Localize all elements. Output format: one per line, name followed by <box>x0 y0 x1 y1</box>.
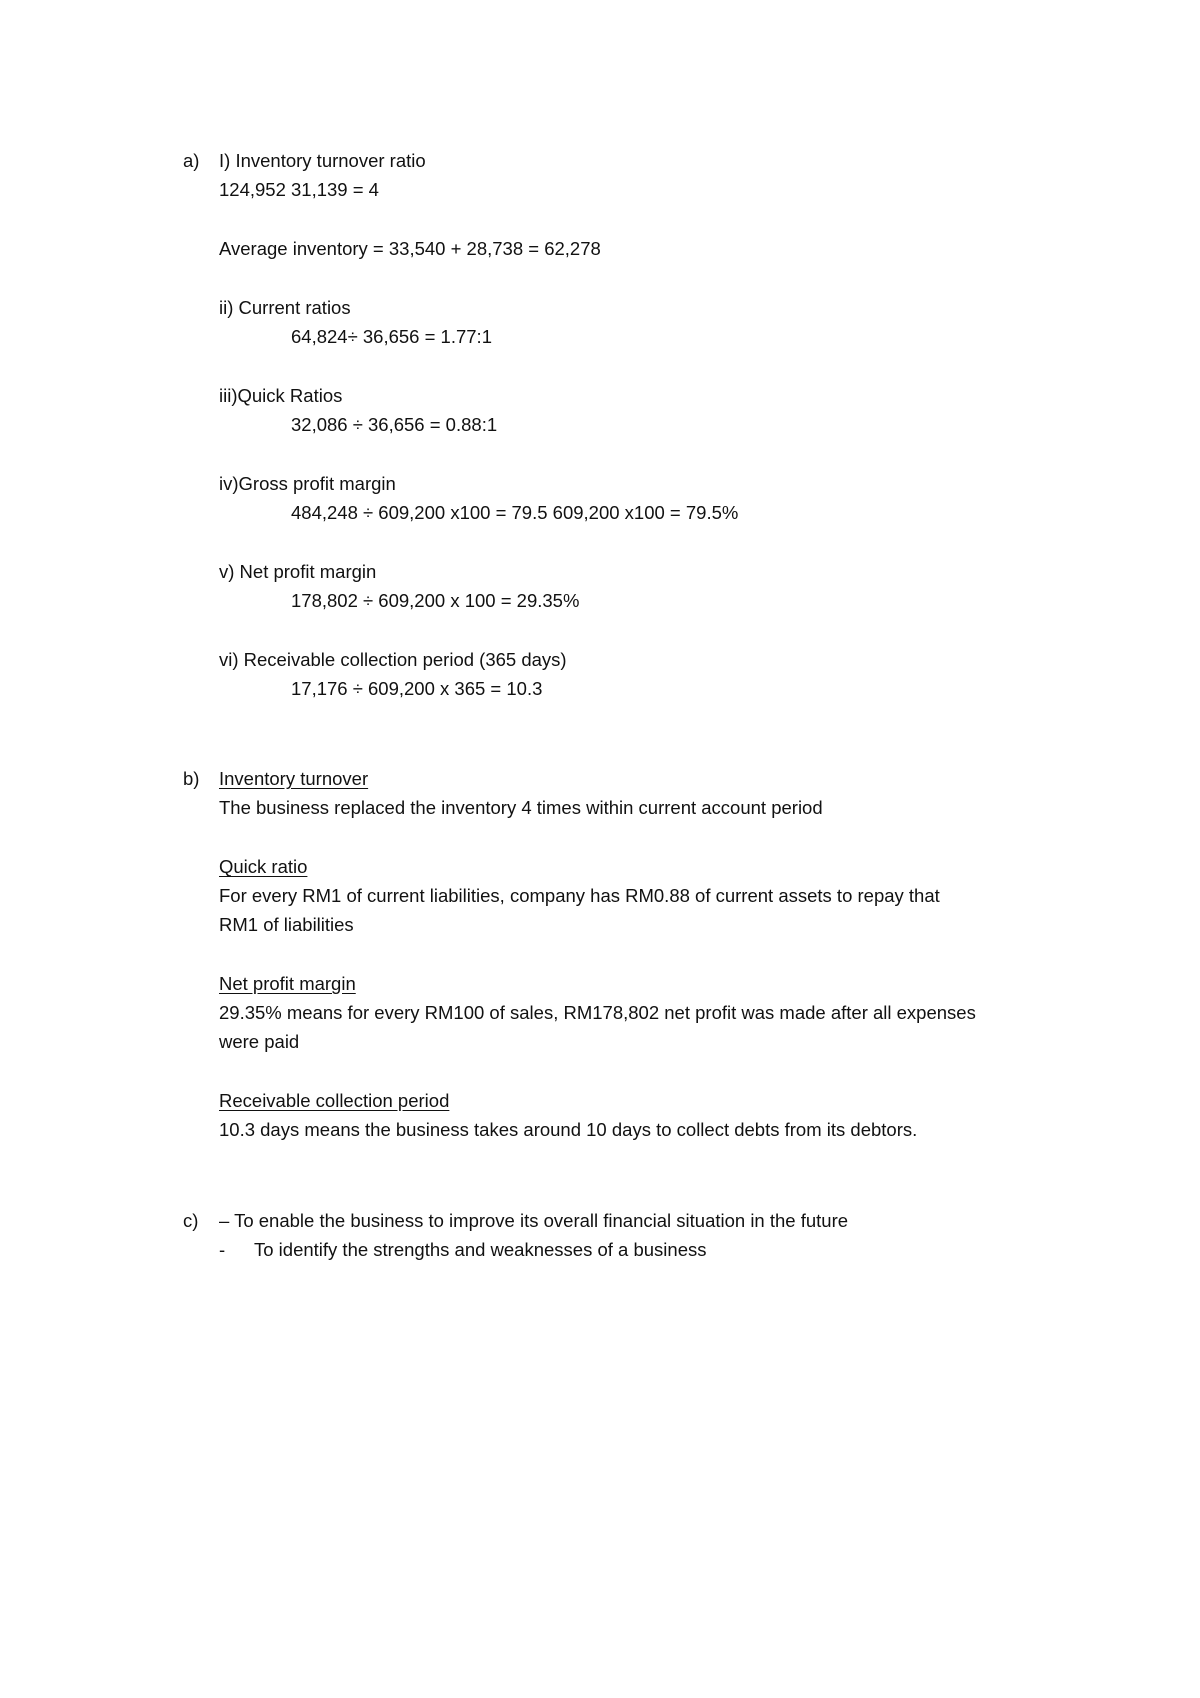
section-c-dash: - <box>219 1239 226 1260</box>
receivable-collection-heading: vi) Receivable collection period (365 days) <box>219 649 567 670</box>
average-inventory-note: Average inventory = 33,540 + 28,738 = 62,278 <box>219 238 601 259</box>
quick-ratio-calculation: 32,086 ÷ 36,656 = 0.88:1 <box>291 414 498 435</box>
current-ratio-calculation: 64,824÷ 36,656 = 1.77:1 <box>291 326 492 347</box>
net-profit-margin-explanation-line-1: 29.35% means for every RM100 of sales, RM178,802 net profit was made after all expenses <box>219 1002 976 1023</box>
current-ratio-heading: ii) Current ratios <box>219 297 351 318</box>
section-a-marker: a) <box>183 150 200 171</box>
inventory-turnover-explanation: The business replaced the inventory 4 times within current account period <box>219 797 823 818</box>
section-c-line-1: – To enable the business to improve its overall financial situation in the future <box>219 1210 849 1231</box>
net-profit-margin-subheading: Net profit margin <box>219 973 356 994</box>
gross-profit-margin-calculation: 484,248 ÷ 609,200 x100 = 79.5 609,200 x100 = 79.5% <box>291 502 739 523</box>
net-profit-margin-heading: v) Net profit margin <box>219 561 377 582</box>
inventory-turnover-calculation: 124,952 31,139 = 4 <box>219 179 379 200</box>
quick-ratio-explanation-line-2: RM1 of liabilities <box>219 914 354 935</box>
receivable-collection-calculation: 17,176 ÷ 609,200 x 365 = 10.3 <box>291 678 543 699</box>
section-c-marker: c) <box>183 1210 199 1231</box>
quick-ratio-explanation-line-1: For every RM1 of current liabilities, company has RM0.88 of current assets to repay that <box>219 885 940 906</box>
quick-ratio-heading: iii)Quick Ratios <box>219 385 343 406</box>
inventory-turnover-heading: I) Inventory turnover ratio <box>219 150 426 171</box>
gross-profit-margin-heading: iv)Gross profit margin <box>219 473 396 494</box>
inventory-turnover-subheading: Inventory turnover <box>219 768 369 789</box>
section-b-marker: b) <box>183 768 200 789</box>
quick-ratio-subheading: Quick ratio <box>219 856 308 877</box>
receivable-collection-subheading: Receivable collection period <box>219 1090 450 1111</box>
net-profit-margin-calculation: 178,802 ÷ 609,200 x 100 = 29.35% <box>291 590 580 611</box>
section-c-line-2: To identify the strengths and weaknesses of a business <box>254 1239 707 1260</box>
receivable-collection-explanation: 10.3 days means the business takes around 10 days to collect debts from its debtors. <box>219 1119 918 1140</box>
net-profit-margin-explanation-line-2: were paid <box>219 1031 300 1052</box>
